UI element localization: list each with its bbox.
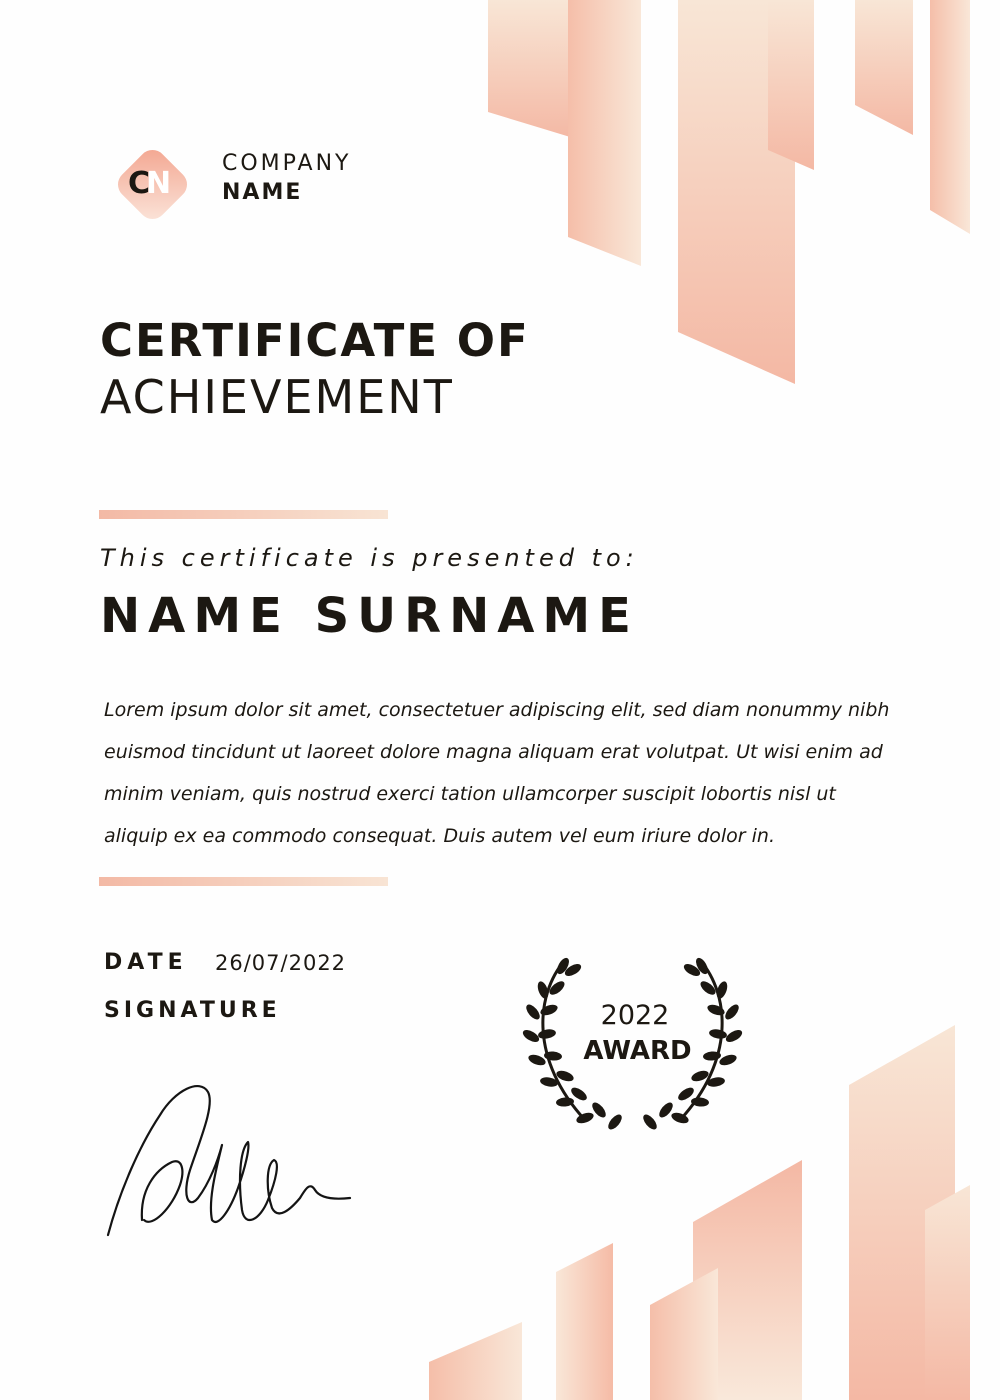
signature-label: SIGNATURE — [104, 998, 281, 1023]
certificate-title-line2: ACHIEVEMENT — [100, 370, 454, 424]
recipient-name: NAME SURNAME — [100, 588, 639, 644]
logo-initial-n: N — [146, 166, 168, 201]
handwritten-signature — [100, 1070, 360, 1245]
divider-bottom — [99, 877, 388, 886]
certificate-title-line1: CERTIFICATE OF — [100, 314, 530, 367]
logo-initial-c: C — [128, 166, 147, 201]
award-year: 2022 — [600, 1000, 670, 1031]
company-name-line2: NAME — [222, 180, 303, 205]
award-label: AWARD — [583, 1036, 692, 1066]
divider-top — [99, 510, 388, 519]
logo-initials — [128, 166, 167, 201]
date-value: 26/07/2022 — [215, 951, 347, 975]
certificate-body-text: Lorem ipsum dolor sit amet, consectetuer adipiscing elit, sed diam nonummy nibh euismod tincidunt ut laoreet dolore magna aliquam erat volutpat. Ut wisi enim ad minim veniam, quis nostrud exerci tation ullamcorper suscipit lobortis nisl ut aliquip ex ea commodo consequat. Duis autem vel eum iriure dolor in. — [104, 699, 890, 847]
date-label: DATE — [104, 950, 188, 975]
presented-to-text: This certificate is presented to: — [100, 544, 639, 572]
company-name-line1: COMPANY — [222, 151, 352, 176]
